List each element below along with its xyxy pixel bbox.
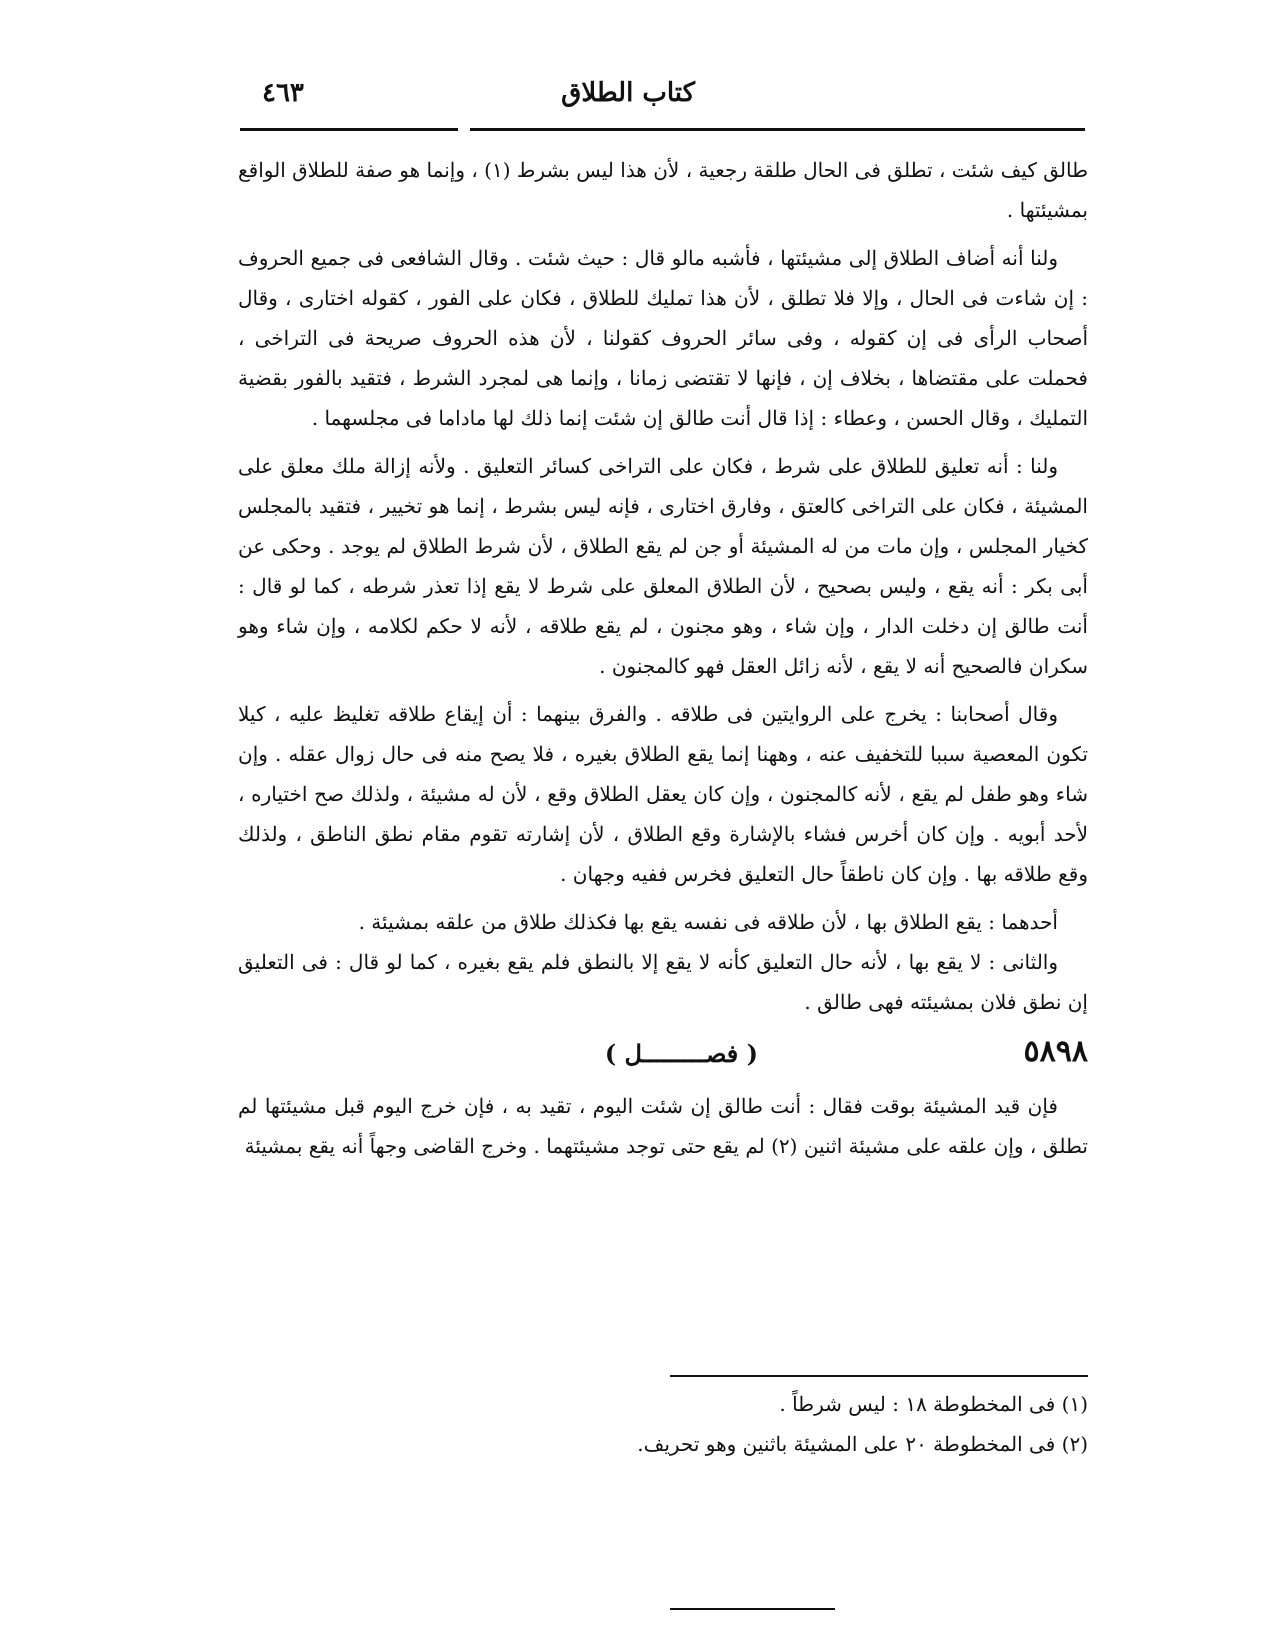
paragraph-4: وقال أصحابنا : يخرج على الروايتين فى طلاقه . والفرق بينهما : أن إيقاع طلاقه تغليظ عليه ، كيلا تكون المعصية سببا للتخفيف عنه ، وههنا إنما يقع الطلاق بغيره ، فلا يصح منه فى حال زوال عقله . وإن شاء وهو طفل لم يقع ، لأنه كالمجنون ، وإن كان يعقل الطلاق وقع ، لأن له مشيئة ، ولذلك صح اختياره ، لأحد أبويه . وإن كان أخرس فشاء بالإشارة وقع الطلاق ، لأن إشارته تقوم مقام نطق الناطق ، ولذلك وقع طلاقه بها . وإن كان ناطقاً حال التعليق فخرس ففيه وجهان . [238, 702, 1088, 886]
footnotes [560, 1384, 1088, 1464]
section-number: ٥٨٩٨ [1023, 1034, 1088, 1069]
page-number: ٤٦٣ [262, 78, 304, 108]
running-head [240, 78, 1085, 122]
header-rule-left [240, 128, 458, 131]
section-label: ( فصـــــــــل ) [604, 1039, 758, 1068]
body-text [238, 150, 1088, 1174]
paragraph-after-section: فإن قيد المشيئة بوقت فقال : أنت طالق إن شئت اليوم ، تقيد به ، فإن خرج اليوم قبل مشيئتها لم تطلق ، وإن علقه على مشيئة اثنين (٢) لم يقع حتى توجد مشيئتهما . وخرج القاضى وجهاً أنه يقع بمشيئة [238, 1094, 1088, 1158]
paragraph-1: طالق كيف شئت ، تطلق فى الحال طلقة رجعية ، لأن هذا ليس بشرط (١) ، وإنما هو صفة للطلاق الواقع بمشيئتها . [238, 158, 1089, 222]
paragraph-2: ولنا أنه أضاف الطلاق إلى مشيئتها ، فأشبه مالو قال : حيث شئت . وقال الشافعى فى جميع الحروف : إن شاءت فى الحال ، وإلا فلا تطلق ، لأن هذا تمليك للطلاق ، فكان على الفور ، كقوله اختارى ، وقال أصحاب الرأى فى إن كقوله ، وفى سائر الحروف كقولنا ، لأن هذه الحروف صريحة فى التراخى ، فحملت على مقتضاها ، بخلاف إن ، فإنها لا تقتضى زمانا ، وإنما هى لمجرد الشرط ، فتقيد بالفور بقضية التمليك ، وقال الحسن ، وعطاء : إذا قال أنت طالق إن شئت إنما ذلك لها ماداما فى مجلسهما . [238, 246, 1088, 430]
footnote-2: (٢) فى المخطوطة ٢٠ على المشيئة باثنين وهو تحريف. [637, 1432, 1088, 1456]
footnote-rule [670, 1375, 1088, 1377]
paragraph-5: أحدهما : يقع الطلاق بها ، لأن طلاقه فى نفسه يقع بها فكذلك طلاق من علقه بمشيئة . [358, 910, 1058, 934]
paragraph-6: والثانى : لا يقع بها ، لأنه حال التعليق كأنه لا يقع إلا بالنطق فلم يقع بغيره ، كما لو قال : فى التعليق إن نطق فلان بمشيئته فهى طالق . [238, 950, 1088, 1014]
bottom-rule [670, 1608, 835, 1610]
chapter-title: كتاب الطلاق [561, 78, 695, 108]
footnote-1: (١) فى المخطوطة ١٨ : ليس شرطاً . [779, 1392, 1088, 1416]
paragraph-3: ولنا : أنه تعليق للطلاق على شرط ، فكان على التراخى كسائر التعليق . ولأنه إزالة ملك معلق على المشيئة ، فكان على التراخى كالعتق ، وفارق اختارى ، فإنه ليس بشرط ، إنما هو تخيير ، فتقيد بالمجلس كخيار المجلس ، وإن مات من له المشيئة أو جن لم يقع الطلاق ، لأن شرط الطلاق لم يوجد . وحكى عن أبى بكر : أنه يقع ، وليس بصحيح ، لأن الطلاق المعلق على شرط لا يقع إذا تعذر شرطه ، كما لو قال : أنت طالق إن دخلت الدار ، وإن شاء ، وهو مجنون ، لم يقع طلاقه ، لأنه لا حكم لكلامه ، وإن شاء وهو سكران فالصحيح أنه لا يقع ، لأنه زائل العقل فهو كالمجنون . [238, 454, 1088, 678]
header-rule-right [470, 128, 1085, 131]
section-heading [238, 1030, 1088, 1078]
